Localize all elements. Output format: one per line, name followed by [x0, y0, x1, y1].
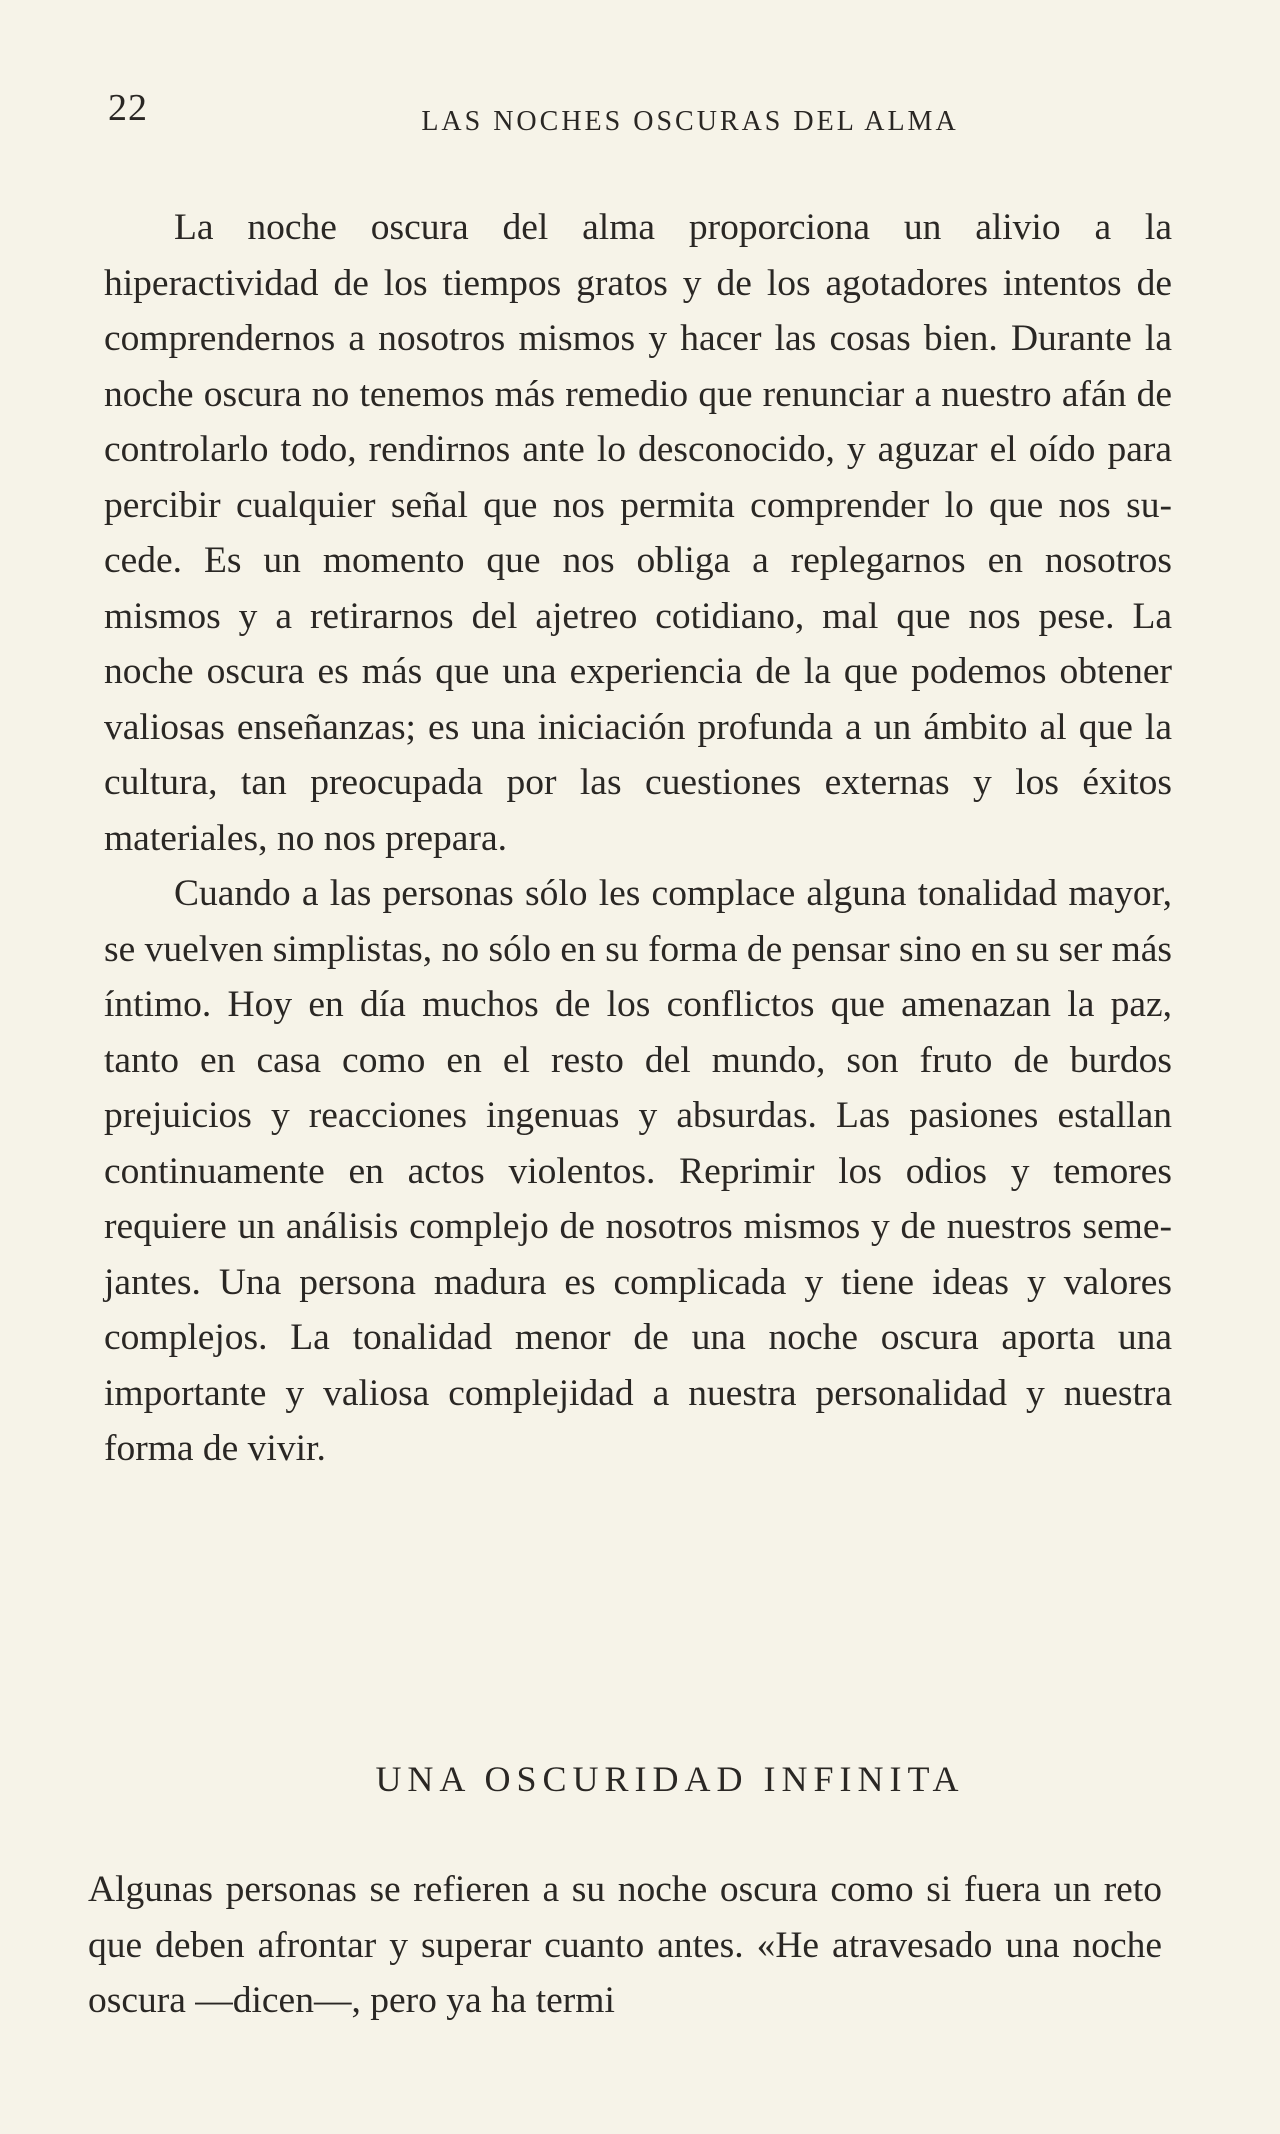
body-text [104, 200, 1172, 1477]
section-body [88, 1862, 1162, 2029]
page-number: 22 [108, 87, 148, 129]
paragraph: Cuando a las personas sólo les complace alguna tonalidad mayor, se vuelven simplistas, no sólo en su forma de pensar sino en su ser más íntimo. Hoy en día muchos de los conflictos que amenazan la paz, tanto en casa como en el resto del mundo, son fruto de burdos prejuicios y reacciones ingenuas y absurdas. Las pasiones estallan continuamente en actos violentos. Reprimir los odios y temores requiere un análisis complejo de nosotros mismos y de nuestros semejantes. Una persona madura es complicada y tiene ideas y valores complejos. La tonalidad menor de una noche oscura aporta una importante y valiosa complejidad a nuestra personalidad y nuestra forma de vivir. [104, 873, 1172, 1469]
paragraph: La noche oscura del alma proporciona un alivio a la hiperactividad de los tiempos gratos y de los agotadores intentos de comprendernos a nosotros mismos y hacer las cosas bien. Durante la noche oscura no tenemos más remedio que renunciar a nuestro afán de controlarlo todo, rendirnos ante lo desconocido, y aguzar el oído para percibir cualquier señal que nos permita comprender lo que nos sucede. Es un momento que nos obliga a replegarnos en nosotros mismos y a retirarnos del ajetreo cotidiano, mal que nos pese. La noche oscura es más que una experiencia de la que podemos obtener valiosas enseñanzas; es una iniciación profunda a un ámbito al que la cultura, tan preocupada por las cuestiones externas y los éxitos materiales, no nos prepara. [104, 207, 1172, 859]
page-header [0, 86, 1280, 146]
running-title: LAS NOCHES OSCURAS DEL ALMA [421, 106, 959, 137]
paragraph: Algunas personas se refieren a su noche oscura como si fuera un reto que deben afrontar y superar cuanto antes. «He atravesado una noche oscura —dicen—, pero ya ha termi [88, 1869, 1162, 2021]
section-heading: UNA OSCURIDAD INFINITA [375, 1759, 965, 1799]
